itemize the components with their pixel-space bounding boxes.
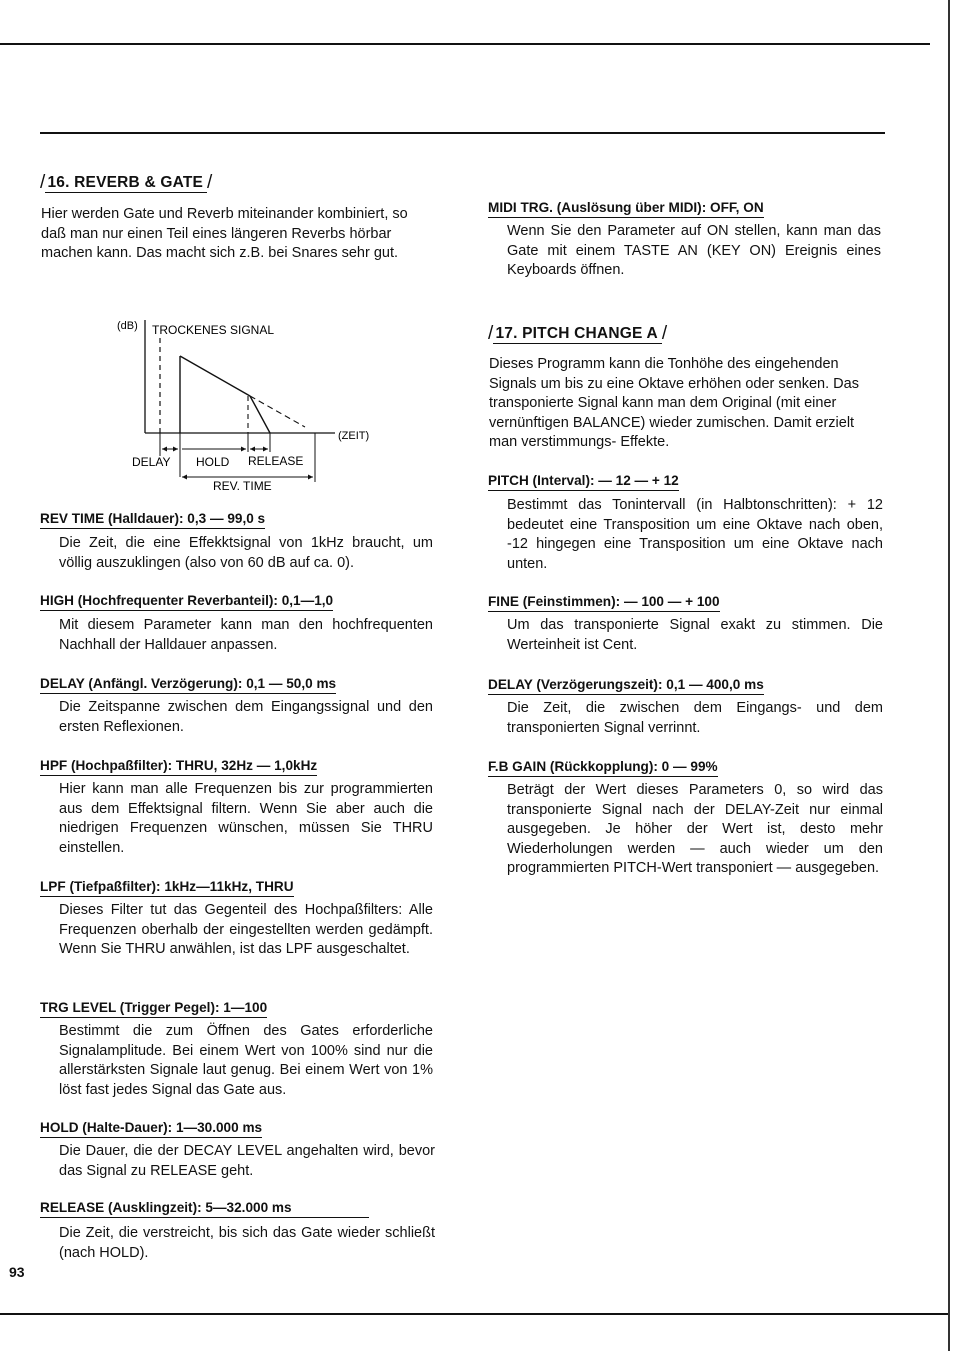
param-head: HOLD (Halte-Dauer): 1—30.000 ms [40,1119,262,1138]
param-body: Dieses Filter tut das Gegenteil des Hochpaßfilters: Alle Frequenzen oberhalb der eingestellten werden gedämpft. Wenn Sie THRU anwählen, ist das LPF ausgeschaltet. [59,902,433,958]
section-17-title-text: 17. PITCH CHANGE A [493,325,661,344]
param-head: LPF (Tiefpaßfilter): 1kHz—11kHz, THRU [40,878,294,897]
param-head: REV TIME (Halldauer): 0,3 — 99,0 s [40,510,265,529]
param-body: Mit diesem Parameter kann man den hochfrequenten Nachhall der Halldauer anpassen. [59,617,433,653]
param-head: HPF (Hochpaßfilter): THRU, 32Hz — 1,0kHz [40,757,317,776]
diagram-time-label: (ZEIT) [338,430,370,442]
diagram-hold-label: HOLD [196,455,230,469]
section-16-title-text: 16. REVERB & GATE [45,174,207,193]
section-17-title: / 17. PITCH CHANGE A / [488,323,668,344]
param-body: Die Zeit, die eine Effekktsignal von 1kHz braucht, um völlig auszuklingen (also von 60 dB auf ca. 0). [59,535,433,571]
param-head: PITCH (Interval): — 12 — + 12 [488,472,679,491]
diagram-revtime-label: REV. TIME [213,479,272,493]
param-body: Wenn Sie den Parameter auf ON stellen, kann man das Gate mit einem TASTE AN (KEY ON) Ereignis eines Keyboards öffnen. [507,223,881,279]
param-head: DELAY (Verzögerungszeit): 0,1 — 400,0 ms [488,676,764,695]
header-rule [40,132,885,134]
param-body: Die Zeitspanne zwischen dem Eingangssignal und den ersten Reflexionen. [59,699,433,735]
param-head: HIGH (Hochfrequenter Reverbanteil): 0,1—1,0 [40,592,333,611]
param-body: Beträgt der Wert dieses Parameters 0, so wird das transponierte Signal nach der DELAY-Zeit nur einmal ausgegeben. Je höher der Wert ist, desto mehr Wiederholungen werden — auch wieder um den programmierten PITCH-Wert transponiert — ausgegeben. [507,782,883,877]
param-body: Hier kann man alle Frequenzen bis zur programmierten aus dem Effektsignal filtern. Wenn Sie aber auch die niedrigen Frequenzen wünschen, müssen Sie THRU einstellen. [59,781,433,856]
diagram-db-label: (dB) [117,320,138,332]
param-body: Die Zeit, die verstreicht, bis sich das Gate wieder schließt (nach HOLD). [59,1225,435,1261]
section-17-intro: Dieses Programm kann die Tonhöhe des eingehenden Signals um bis zu eine Oktave erhöhen oder senken. Das transponierte Signal kann man dem Original (mit einer vernünftigen BALANCE) wieder zumischen. Damit erzielt man verstimmungs- Effekte. [489,356,859,451]
section-16-title: / 16. REVERB & GATE / [40,172,213,193]
diagram-signal-label: TROCKENES SIGNAL [152,323,275,337]
param-head: MIDI TRG. (Auslösung über MIDI): OFF, ON [488,199,764,218]
param-body: Die Zeit, die zwischen dem Eingangs- und dem transponierten Signal verrinnt. [507,700,883,736]
page-number: 93 [9,1264,25,1280]
param-head: DELAY (Anfängl. Verzögerung): 0,1 — 50,0 ms [40,675,336,694]
param-body: Bestimmt die zum Öffnen des Gates erforderliche Signalamplitude. Bei einem Wert von 100% sind nur die allerstärksten Signale laut genug. Bei einem Wert von 1% löst fast jedes Signal das Gate aus. [59,1023,433,1098]
reverb-gate-diagram [110,312,380,497]
param-body: Bestimmt das Tonintervall (in Halbtonschritten): + 12 bedeutet eine Transposition um eine Oktave nach oben, -12 hingegen eine Transposition um eine Oktave nach unten. [507,497,883,572]
param-head: FINE (Feinstimmen): — 100 — + 100 [488,593,720,612]
param-body: Um das transponierte Signal exakt zu stimmen. Die Werteinheit ist Cent. [507,617,883,653]
bottom-rule [0,1313,948,1315]
section-16-intro: Hier werden Gate und Reverb miteinander kombiniert, so daß man nur einen Teil eines längeren Reverbs hörbar machen kann. Das macht sich z.B. bei Snares sehr gut. [41,206,408,262]
param-head: F.B GAIN (Rückkopplung): 0 — 99% [488,758,718,777]
param-body: Die Dauer, die der DECAY LEVEL angehalten wird, bevor das Signal zu RELEASE geht. [59,1143,435,1179]
param-head: RELEASE (Ausklingzeit): 5—32.000 ms [40,1199,369,1218]
diagram-delay-label: DELAY [132,455,171,469]
diagram-release-label: RELEASE [248,454,304,468]
right-edge-rule [948,0,950,1351]
param-head: TRG LEVEL (Trigger Pegel): 1—100 [40,999,267,1018]
top-rule [0,43,930,45]
